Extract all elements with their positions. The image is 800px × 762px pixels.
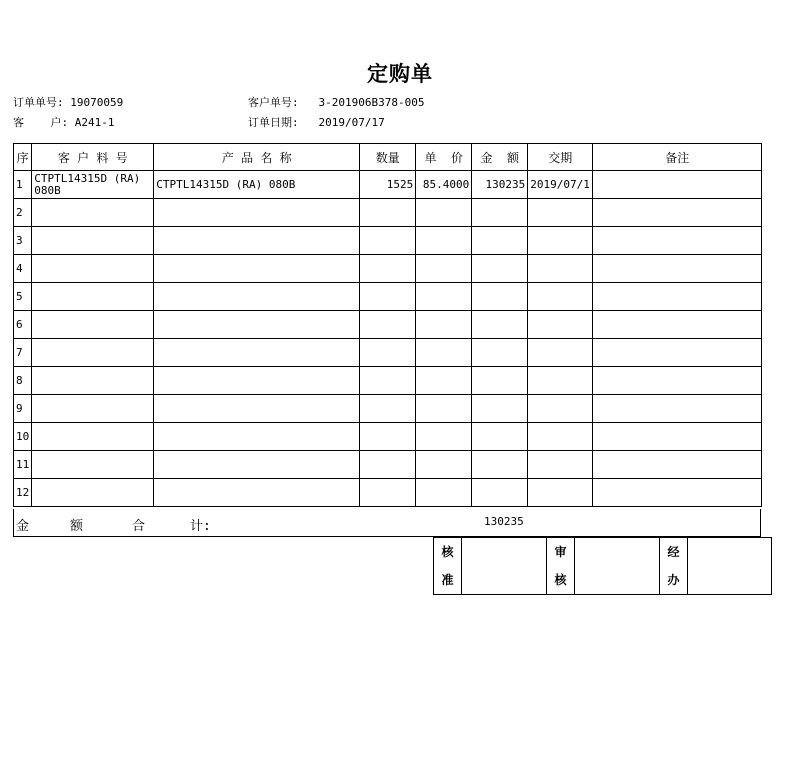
row-part-no <box>32 451 154 479</box>
row-amount <box>472 283 528 311</box>
row-part-no <box>32 283 154 311</box>
table-row <box>14 199 762 227</box>
row-price <box>416 367 472 395</box>
row-amount <box>472 395 528 423</box>
row-part-no: CTPTL14315D (RA) 080B <box>32 171 154 199</box>
row-remark <box>593 283 762 311</box>
sign-label-handler: 经 办 <box>660 538 688 595</box>
row-seq: 2 <box>14 199 32 227</box>
col-header-price: 单 价 <box>416 144 472 171</box>
order-date-value: 2019/07/17 <box>318 116 385 129</box>
row-part-no <box>32 339 154 367</box>
sign-label-approve: 核 准 <box>434 538 462 595</box>
col-header-part-no: 客 户 料 号 <box>32 144 154 171</box>
total-label-3: 合 <box>132 519 146 534</box>
row-remark <box>593 339 762 367</box>
table-row <box>14 283 762 311</box>
row-seq: 7 <box>14 339 32 367</box>
order-no-line <box>13 96 123 110</box>
row-qty: 1525 <box>360 171 416 199</box>
row-part-no <box>32 395 154 423</box>
customer-label: 客 户: <box>13 116 69 129</box>
row-seq: 12 <box>14 479 32 507</box>
row-qty <box>360 339 416 367</box>
row-remark <box>593 395 762 423</box>
row-amount <box>472 255 528 283</box>
row-remark <box>593 199 762 227</box>
row-amount <box>472 479 528 507</box>
row-product <box>154 367 360 395</box>
row-qty <box>360 255 416 283</box>
row-price <box>416 227 472 255</box>
customer-no-label: 客户单号: <box>248 96 299 109</box>
table-row <box>14 479 762 507</box>
row-qty <box>360 423 416 451</box>
table-row <box>14 311 762 339</box>
table-row <box>14 367 762 395</box>
total-amount: 130235 <box>484 515 524 528</box>
row-seq: 6 <box>14 311 32 339</box>
row-product <box>154 339 360 367</box>
row-qty <box>360 451 416 479</box>
row-qty <box>360 479 416 507</box>
signature-table <box>433 537 772 595</box>
row-remark <box>593 479 762 507</box>
total-label-1: 金 <box>16 519 30 534</box>
order-date-label: 订单日期: <box>248 116 299 129</box>
row-amount <box>472 451 528 479</box>
row-product <box>154 479 360 507</box>
row-product <box>154 311 360 339</box>
row-price <box>416 339 472 367</box>
sign-box-review <box>575 538 660 595</box>
row-product <box>154 451 360 479</box>
order-no-value: 19070059 <box>70 96 124 109</box>
total-label-2: 额 <box>70 519 84 534</box>
row-qty <box>360 311 416 339</box>
table-row <box>14 451 762 479</box>
row-delivery <box>528 283 593 311</box>
customer-line <box>13 116 115 130</box>
row-product <box>154 423 360 451</box>
row-delivery <box>528 199 593 227</box>
row-part-no <box>32 423 154 451</box>
row-remark <box>593 255 762 283</box>
row-delivery <box>528 367 593 395</box>
row-delivery <box>528 227 593 255</box>
col-header-amount: 金 额 <box>472 144 528 171</box>
sign-box-handler <box>688 538 772 595</box>
sign-label-review: 审 核 <box>547 538 575 595</box>
row-product <box>154 255 360 283</box>
row-amount <box>472 367 528 395</box>
order-no-label: 订单单号: <box>13 96 64 109</box>
row-product <box>154 395 360 423</box>
row-seq: 3 <box>14 227 32 255</box>
row-remark <box>593 311 762 339</box>
document-title: 定购单 <box>367 62 433 86</box>
row-remark <box>593 171 762 199</box>
row-price <box>416 479 472 507</box>
col-header-product: 产 品 名 称 <box>154 144 360 171</box>
row-delivery <box>528 255 593 283</box>
row-remark <box>593 227 762 255</box>
table-row <box>14 227 762 255</box>
row-price <box>416 255 472 283</box>
row-qty <box>360 367 416 395</box>
row-product <box>154 227 360 255</box>
row-part-no <box>32 227 154 255</box>
row-part-no <box>32 479 154 507</box>
total-label-4: 计: <box>190 519 211 534</box>
row-delivery <box>528 451 593 479</box>
sign-box-approve <box>462 538 547 595</box>
row-qty <box>360 227 416 255</box>
row-delivery <box>528 339 593 367</box>
row-price <box>416 199 472 227</box>
row-seq: 4 <box>14 255 32 283</box>
row-amount <box>472 227 528 255</box>
row-delivery <box>528 395 593 423</box>
row-delivery <box>528 423 593 451</box>
row-price <box>416 311 472 339</box>
row-part-no <box>32 311 154 339</box>
row-qty <box>360 199 416 227</box>
row-amount <box>472 339 528 367</box>
total-row <box>13 509 761 537</box>
table-row <box>14 339 762 367</box>
row-price <box>416 395 472 423</box>
row-delivery: 2019/07/1 <box>528 171 593 199</box>
order-table <box>13 143 762 507</box>
row-amount <box>472 199 528 227</box>
row-delivery <box>528 479 593 507</box>
customer-no-line <box>248 96 424 110</box>
row-seq: 5 <box>14 283 32 311</box>
customer-no-value: 3-201906B378-005 <box>318 96 425 109</box>
row-remark <box>593 423 762 451</box>
row-seq: 10 <box>14 423 32 451</box>
row-remark <box>593 451 762 479</box>
table-row <box>14 255 762 283</box>
row-delivery <box>528 311 593 339</box>
row-part-no <box>32 199 154 227</box>
row-product <box>154 283 360 311</box>
row-product: CTPTL14315D (RA) 080B <box>154 171 360 199</box>
row-amount <box>472 423 528 451</box>
col-header-remark: 备注 <box>593 144 762 171</box>
row-remark <box>593 367 762 395</box>
col-header-seq: 序 <box>14 144 32 171</box>
row-seq: 9 <box>14 395 32 423</box>
col-header-qty: 数量 <box>360 144 416 171</box>
row-part-no <box>32 255 154 283</box>
row-seq: 11 <box>14 451 32 479</box>
table-header-row <box>14 144 762 171</box>
row-price <box>416 451 472 479</box>
row-price: 85.4000 <box>416 171 472 199</box>
table-row <box>14 423 762 451</box>
row-amount <box>472 311 528 339</box>
col-header-delivery: 交期 <box>528 144 593 171</box>
customer-value: A241-1 <box>74 116 115 129</box>
row-part-no <box>32 367 154 395</box>
table-row <box>14 171 762 199</box>
row-price <box>416 283 472 311</box>
table-row <box>14 395 762 423</box>
order-date-line <box>248 116 385 130</box>
row-qty <box>360 395 416 423</box>
row-product <box>154 199 360 227</box>
row-seq: 8 <box>14 367 32 395</box>
row-qty <box>360 283 416 311</box>
row-seq: 1 <box>14 171 32 199</box>
row-price <box>416 423 472 451</box>
row-amount: 130235 <box>472 171 528 199</box>
